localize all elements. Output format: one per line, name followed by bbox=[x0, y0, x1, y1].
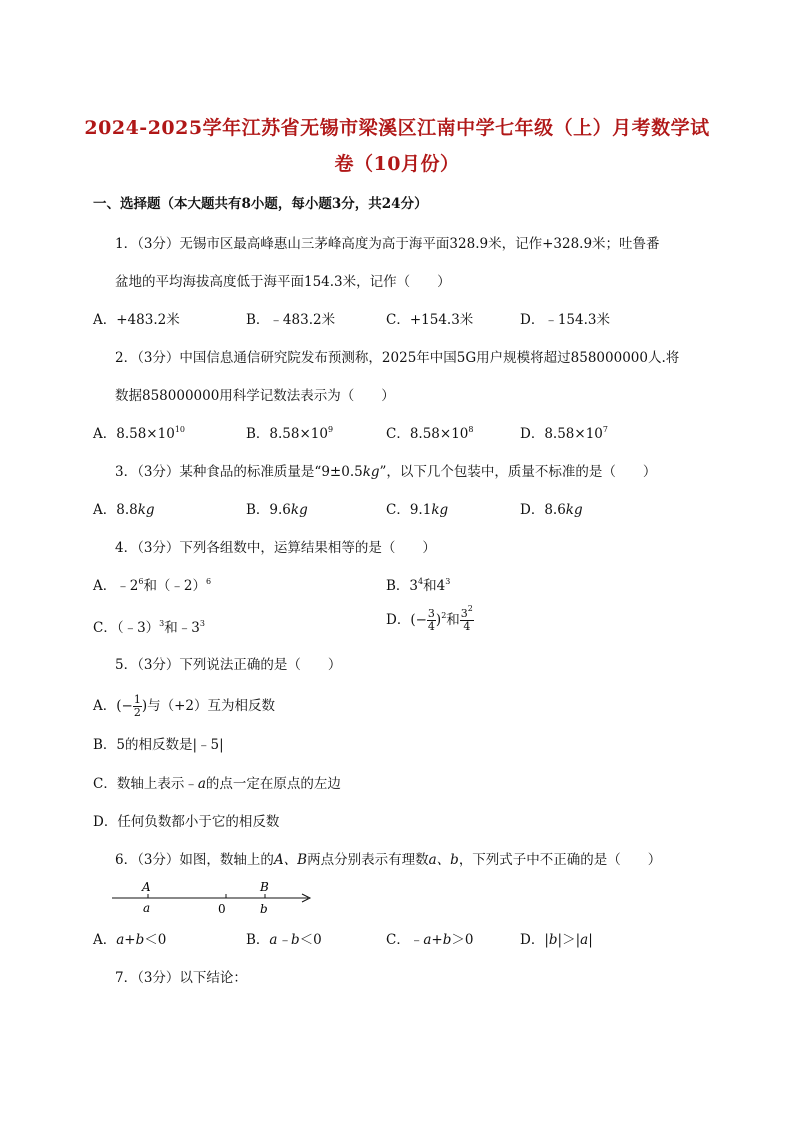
q4-option-d: D．(− $\frac{3}{4}$ )$^2$和 $\frac{3^2}{4}$ bbox=[386, 604, 473, 633]
q5-option-c: C．数轴上表示﹣a的点一定在原点的左边 bbox=[93, 776, 341, 792]
q2-option-b: B．$8.58\times 10^9$ bbox=[246, 425, 334, 442]
q6-option-c: C．﹣a+b＞0 bbox=[386, 932, 474, 948]
value-label-b: b bbox=[260, 902, 268, 916]
q3-option-d: D．8.6kg bbox=[520, 502, 583, 518]
q1-option-c: C．+154.3米 bbox=[386, 312, 474, 328]
q3-option-c: C．9.1kg bbox=[386, 502, 449, 518]
q6-option-a: A．a+b＜0 bbox=[93, 932, 167, 948]
q2-option-c: C．$8.58\times 10^8$ bbox=[386, 425, 474, 442]
q5-stem: 5．（3分）下列说法正确的是（ ） bbox=[115, 657, 342, 673]
q7-stem: 7．（3分）以下结论： bbox=[115, 970, 247, 986]
q6-option-b: B．a﹣b＜0 bbox=[246, 932, 322, 948]
q4-option-c: C．（﹣3）$^3$和$﹣3^3$ bbox=[93, 619, 205, 636]
q2-option-d: D．$8.58\times 10^7$ bbox=[520, 425, 608, 442]
q4-stem: 4．（3分）下列各组数中，运算结果相等的是（ ） bbox=[115, 540, 436, 556]
q5-option-d: D．任何负数都小于它的相反数 bbox=[93, 814, 280, 830]
value-label-a: a bbox=[143, 901, 151, 915]
q5-option-b: B．5的相反数是|﹣5| bbox=[93, 737, 224, 753]
q6-stem: 6．（3分）如图，数轴上的A、B两点分别表示有理数a、b，下列式子中不正确的是（ ） bbox=[115, 852, 662, 868]
q1-option-b: B．﹣483.2米 bbox=[246, 312, 336, 328]
fraction-3-4: $\frac{3}{4}$ bbox=[427, 607, 435, 633]
q5-option-a: A．(− $\frac{1}{2}$ )与（+2）互为相反数 bbox=[93, 693, 275, 719]
value-label-0: 0 bbox=[218, 902, 226, 916]
q6-option-d: D．|b|＞|a| bbox=[520, 932, 593, 948]
section-heading: 一、选择题（本大题共有8小题，每小题3分，共24分） bbox=[93, 196, 428, 212]
q1-stem-line2: 盆地的平均海拔高度低于海平面154.3米，记作（ ） bbox=[115, 274, 451, 290]
q3-option-a: A．8.8kg bbox=[93, 502, 155, 518]
number-line-figure bbox=[108, 878, 318, 916]
q4-option-b: B．$3^4$和$4^3$ bbox=[386, 577, 451, 594]
q2-stem-line1: 2．（3分）中国信息通信研究院发布预测称，2025年中国5G用户规模将超过858000000人.将 bbox=[115, 350, 680, 366]
q1-stem-line1: 1．（3分）无锡市区最高峰惠山三茅峰高度为高于海平面328.9米，记作+328.9米；吐鲁番 bbox=[115, 236, 660, 252]
q3-stem: 3．（3分）某种食品的标准质量是“9±0.5kg”，以下几个包装中，质量不标准的是（ ） bbox=[115, 464, 657, 480]
q1-option-a: A．+483.2米 bbox=[93, 312, 180, 328]
q3-option-b: B．9.6kg bbox=[246, 502, 308, 518]
exam-title-line1: 2024-2025学年江苏省无锡市梁溪区江南中学七年级（上）月考数学试 bbox=[84, 117, 710, 139]
fraction-3sq-4: $\frac{3^2}{4}$ bbox=[460, 604, 473, 633]
fraction-1-2: $\frac{1}{2}$ bbox=[133, 693, 141, 719]
exam-title-line2: 卷（10月份） bbox=[334, 153, 460, 175]
q2-stem-line2: 数据858000000用科学记数法表示为（ ） bbox=[115, 388, 395, 404]
q2-option-a: A．$8.58\times 10^{10}$ bbox=[93, 425, 185, 442]
q1-option-d: D．﹣154.3米 bbox=[520, 312, 610, 328]
point-label-A: A bbox=[142, 880, 151, 894]
q4-option-a: A．$﹣2^6$和（﹣2）$^6$ bbox=[93, 577, 212, 594]
point-label-B: B bbox=[260, 880, 269, 894]
